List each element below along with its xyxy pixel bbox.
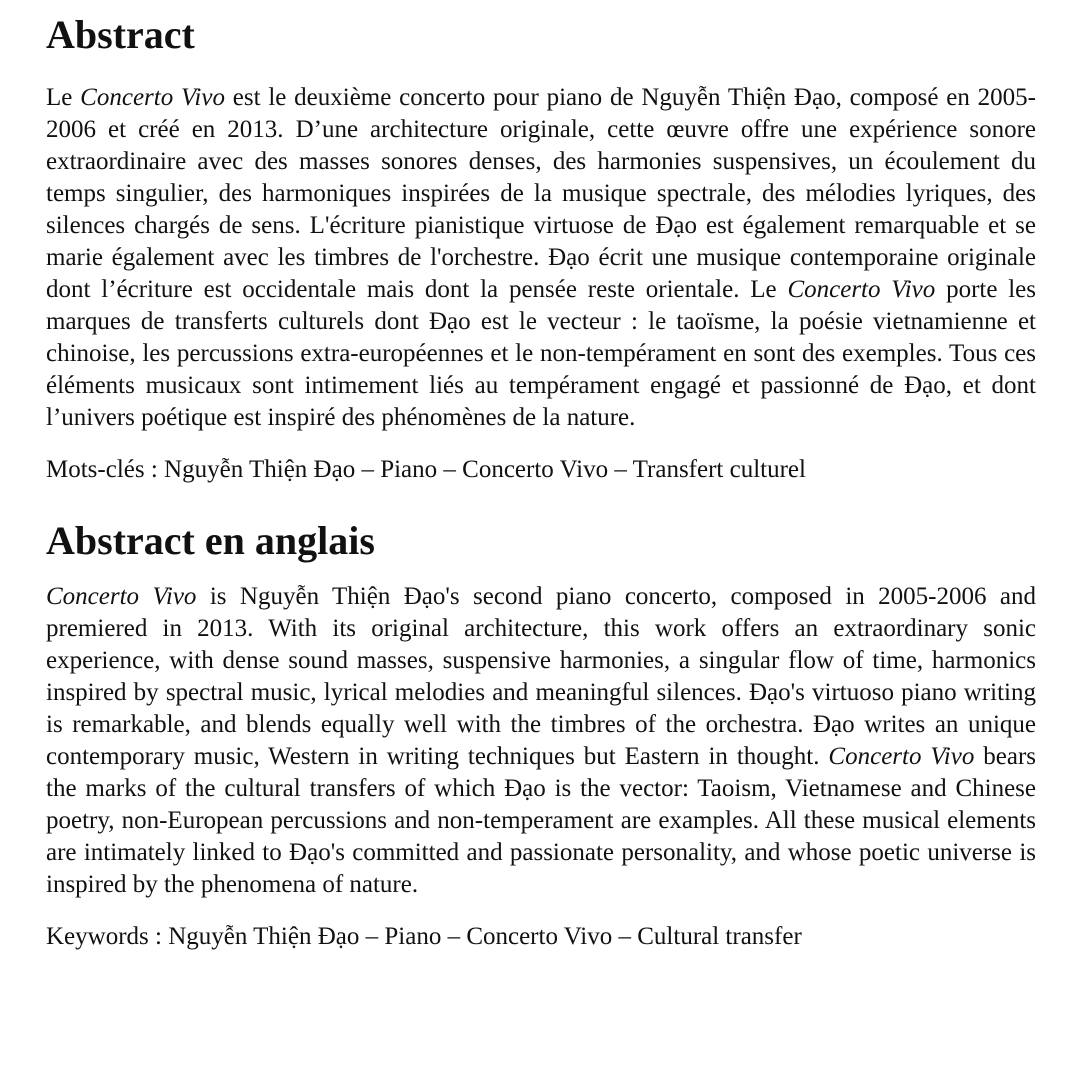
italic-title-run: Concerto Vivo bbox=[828, 743, 975, 770]
text-run: Le bbox=[46, 84, 81, 111]
text-run: porte les marques de transferts culturels dont Đạo est le vecteur : le taoïsme, la poésie vietnamienne et chinoise, les percussions extra-européennes et le non-tempérament en sont des exemples. Tous ces éléments musicaux sont intimement liés au tempérament engagé et passionné de Đạo, et dont l’univers poétique est inspiré des phénomènes de la nature. bbox=[46, 276, 1037, 431]
text-run: is Nguyễn Thiện Đạo's second piano concerto, composed in 2005-2006 and premiered in 2013. With its original architecture, this work offers an extraordinary sonic experience, with dense sound masses, suspensive harmonies, a singular flow of time, harmonics inspired by spectral music, lyrical melodies and meaningful silences. Đạo's virtuoso piano writing is remarkable, and blends equally well with the timbres of the orchestra. Đạo writes an unique contemporary music, Western in writing techniques but Eastern in thought. bbox=[46, 583, 1037, 770]
italic-title-run: Concerto Vivo bbox=[46, 583, 197, 610]
keywords-en: Keywords : Nguyễn Thiện Đạo – Piano – Concerto Vivo – Cultural transfer bbox=[46, 923, 802, 950]
abstract-fr-heading: Abstract bbox=[46, 12, 195, 57]
text-run: bears the marks of the cultural transfers of which Đạo is the vector: Taoism, Vietnamese and Chinese poetry, non-European percussions and non-temperament are examples. All these musical elements are intimately linked to Đạo's committed and passionate personality, and whose poetic universe is inspired by the phenomena of nature. bbox=[46, 743, 1037, 898]
abstract-en-heading: Abstract en anglais bbox=[46, 518, 375, 563]
italic-title-run: Concerto Vivo bbox=[787, 276, 936, 303]
italic-title-run: Concerto Vivo bbox=[80, 84, 225, 111]
abstract-en-paragraph bbox=[46, 581, 1036, 901]
keywords-fr: Mots-clés : Nguyễn Thiện Đạo – Piano – Concerto Vivo – Transfert culturel bbox=[46, 456, 806, 483]
document-page bbox=[46, 8, 1036, 953]
text-run: est le deuxième concerto pour piano de Nguyễn Thiện Đạo, composé en 2005-2006 et créé en 2013. D’une architecture originale, cette œuvre offre une expérience sonore extraordinaire avec des masses sonores denses, des harmonies suspensives, un écoulement du temps singulier, des harmoniques inspirées de la musique spectrale, des mélodies lyriques, des silences chargés de sens. L'écriture pianistique virtuose de Đạo est également remarquable et se marie également avec les timbres de l'orchestre. Đạo écrit une musique contemporaine originale dont l’écriture est occidentale mais dont la pensée reste orientale. Le bbox=[46, 84, 1037, 303]
abstract-fr-paragraph bbox=[46, 82, 1036, 434]
